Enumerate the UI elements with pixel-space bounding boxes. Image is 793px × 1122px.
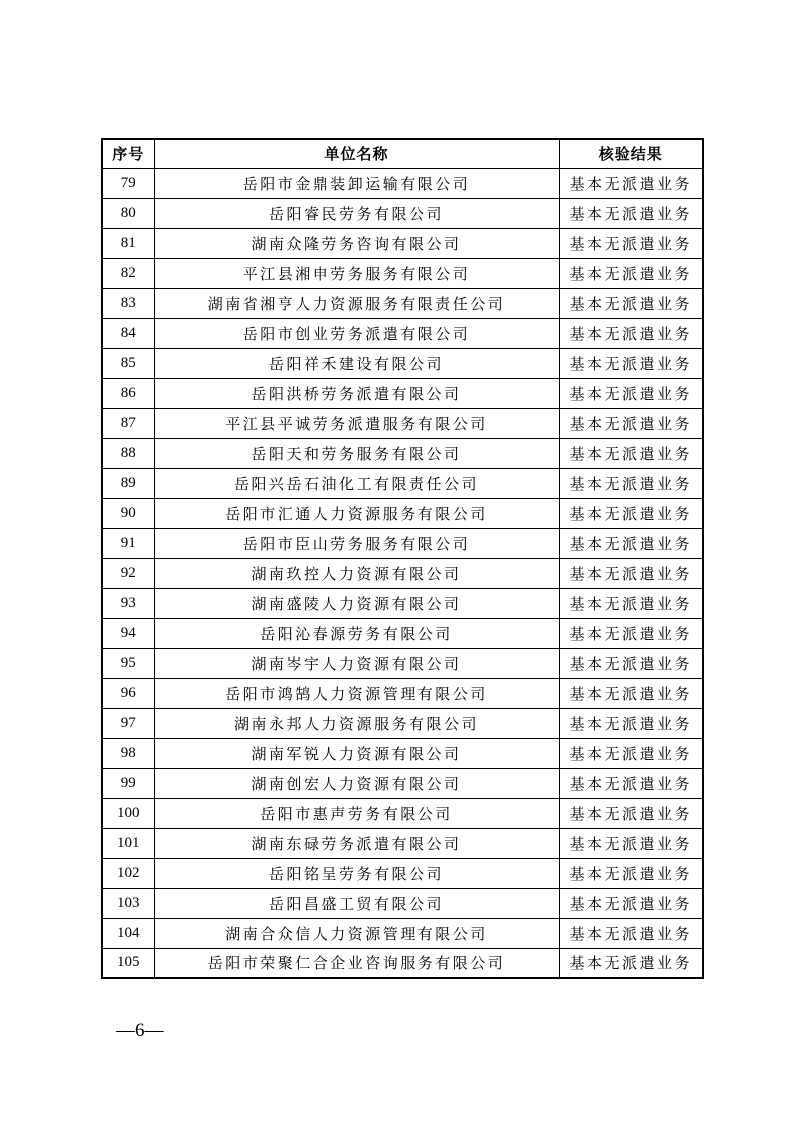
result-cell: 基本无派遣业务 — [559, 648, 703, 678]
row-number-cell: 85 — [102, 348, 154, 378]
company-name-cell: 湖南永邦人力资源服务有限公司 — [154, 708, 559, 738]
company-name-cell: 岳阳市臣山劳务服务有限公司 — [154, 528, 559, 558]
result-cell: 基本无派遣业务 — [559, 738, 703, 768]
table-row — [102, 828, 703, 858]
row-number-cell: 80 — [102, 198, 154, 228]
table-row — [102, 498, 703, 528]
table-row — [102, 528, 703, 558]
company-name-cell: 湖南玖控人力资源有限公司 — [154, 558, 559, 588]
row-number-cell: 102 — [102, 858, 154, 888]
table-header — [102, 139, 703, 168]
table-row — [102, 858, 703, 888]
table-row — [102, 408, 703, 438]
company-name-cell: 岳阳天和劳务服务有限公司 — [154, 438, 559, 468]
row-number-cell: 87 — [102, 408, 154, 438]
row-number-cell: 88 — [102, 438, 154, 468]
company-name-cell: 岳阳睿民劳务有限公司 — [154, 198, 559, 228]
company-name-cell: 岳阳市汇通人力资源服务有限公司 — [154, 498, 559, 528]
company-name-cell: 平江县湘申劳务服务有限公司 — [154, 258, 559, 288]
company-name-cell: 岳阳昌盛工贸有限公司 — [154, 888, 559, 918]
result-cell: 基本无派遣业务 — [559, 438, 703, 468]
result-cell: 基本无派遣业务 — [559, 258, 703, 288]
result-cell: 基本无派遣业务 — [559, 858, 703, 888]
column-header-verification-result: 核验结果 — [559, 139, 703, 168]
row-number-cell: 96 — [102, 678, 154, 708]
row-number-cell: 97 — [102, 708, 154, 738]
row-number-cell: 101 — [102, 828, 154, 858]
table-row — [102, 768, 703, 798]
result-cell: 基本无派遣业务 — [559, 288, 703, 318]
row-number-cell: 84 — [102, 318, 154, 348]
result-cell: 基本无派遣业务 — [559, 708, 703, 738]
table-row — [102, 918, 703, 948]
result-cell: 基本无派遣业务 — [559, 678, 703, 708]
row-number-cell: 93 — [102, 588, 154, 618]
table-row — [102, 588, 703, 618]
row-number-cell: 91 — [102, 528, 154, 558]
result-cell: 基本无派遣业务 — [559, 498, 703, 528]
table-row — [102, 288, 703, 318]
row-number-cell: 98 — [102, 738, 154, 768]
company-name-cell: 湖南盛陵人力资源有限公司 — [154, 588, 559, 618]
table-row — [102, 558, 703, 588]
row-number-cell: 103 — [102, 888, 154, 918]
table-row — [102, 888, 703, 918]
row-number-cell: 100 — [102, 798, 154, 828]
company-name-cell: 湖南岑宇人力资源有限公司 — [154, 648, 559, 678]
company-name-cell: 岳阳沁春源劳务有限公司 — [154, 618, 559, 648]
row-number-cell: 104 — [102, 918, 154, 948]
row-number-cell: 94 — [102, 618, 154, 648]
company-name-cell: 岳阳市创业劳务派遣有限公司 — [154, 318, 559, 348]
result-cell: 基本无派遣业务 — [559, 378, 703, 408]
table-row — [102, 738, 703, 768]
table-row — [102, 228, 703, 258]
company-name-cell: 岳阳市鸿鹄人力资源管理有限公司 — [154, 678, 559, 708]
table-row — [102, 168, 703, 198]
row-number-cell: 83 — [102, 288, 154, 318]
table-row — [102, 348, 703, 378]
company-name-cell: 岳阳铭呈劳务有限公司 — [154, 858, 559, 888]
result-cell: 基本无派遣业务 — [559, 408, 703, 438]
result-cell: 基本无派遣业务 — [559, 168, 703, 198]
result-cell: 基本无派遣业务 — [559, 618, 703, 648]
row-number-cell: 82 — [102, 258, 154, 288]
company-name-cell: 岳阳洪桥劳务派遣有限公司 — [154, 378, 559, 408]
result-cell: 基本无派遣业务 — [559, 318, 703, 348]
result-cell: 基本无派遣业务 — [559, 228, 703, 258]
column-header-unit-name: 单位名称 — [154, 139, 559, 168]
row-number-cell: 95 — [102, 648, 154, 678]
row-number-cell: 92 — [102, 558, 154, 588]
row-number-cell: 86 — [102, 378, 154, 408]
table-row — [102, 468, 703, 498]
row-number-cell: 79 — [102, 168, 154, 198]
result-cell: 基本无派遣业务 — [559, 768, 703, 798]
company-name-cell: 岳阳祥禾建设有限公司 — [154, 348, 559, 378]
table-row — [102, 948, 703, 978]
result-cell: 基本无派遣业务 — [559, 828, 703, 858]
result-cell: 基本无派遣业务 — [559, 588, 703, 618]
company-name-cell: 平江县平诚劳务派遣服务有限公司 — [154, 408, 559, 438]
row-number-cell: 89 — [102, 468, 154, 498]
result-cell: 基本无派遣业务 — [559, 198, 703, 228]
company-name-cell: 湖南东碌劳务派遣有限公司 — [154, 828, 559, 858]
table-row — [102, 798, 703, 828]
table-row — [102, 708, 703, 738]
result-cell: 基本无派遣业务 — [559, 348, 703, 378]
company-name-cell: 湖南省湘亨人力资源服务有限责任公司 — [154, 288, 559, 318]
table-body — [102, 168, 703, 978]
result-cell: 基本无派遣业务 — [559, 528, 703, 558]
column-header-serial-number: 序号 — [102, 139, 154, 168]
result-cell: 基本无派遣业务 — [559, 918, 703, 948]
table-row — [102, 648, 703, 678]
company-name-cell: 岳阳兴岳石油化工有限责任公司 — [154, 468, 559, 498]
company-name-cell: 湖南军锐人力资源有限公司 — [154, 738, 559, 768]
company-name-cell: 湖南众隆劳务咨询有限公司 — [154, 228, 559, 258]
table-row — [102, 318, 703, 348]
row-number-cell: 105 — [102, 948, 154, 978]
result-cell: 基本无派遣业务 — [559, 558, 703, 588]
row-number-cell: 90 — [102, 498, 154, 528]
table-row — [102, 258, 703, 288]
row-number-cell: 81 — [102, 228, 154, 258]
table-row — [102, 618, 703, 648]
result-cell: 基本无派遣业务 — [559, 468, 703, 498]
result-cell: 基本无派遣业务 — [559, 888, 703, 918]
table-row — [102, 198, 703, 228]
result-cell: 基本无派遣业务 — [559, 948, 703, 978]
table-row — [102, 438, 703, 468]
table-row — [102, 678, 703, 708]
company-name-cell: 岳阳市金鼎装卸运输有限公司 — [154, 168, 559, 198]
table-row — [102, 378, 703, 408]
company-name-cell: 湖南合众信人力资源管理有限公司 — [154, 918, 559, 948]
company-name-cell: 岳阳市惠声劳务有限公司 — [154, 798, 559, 828]
company-name-cell: 岳阳市荣聚仁合企业咨询服务有限公司 — [154, 948, 559, 978]
row-number-cell: 99 — [102, 768, 154, 798]
verification-result-table — [101, 138, 704, 979]
result-cell: 基本无派遣业务 — [559, 798, 703, 828]
page-number: —6— — [116, 1020, 164, 1041]
company-name-cell: 湖南创宏人力资源有限公司 — [154, 768, 559, 798]
